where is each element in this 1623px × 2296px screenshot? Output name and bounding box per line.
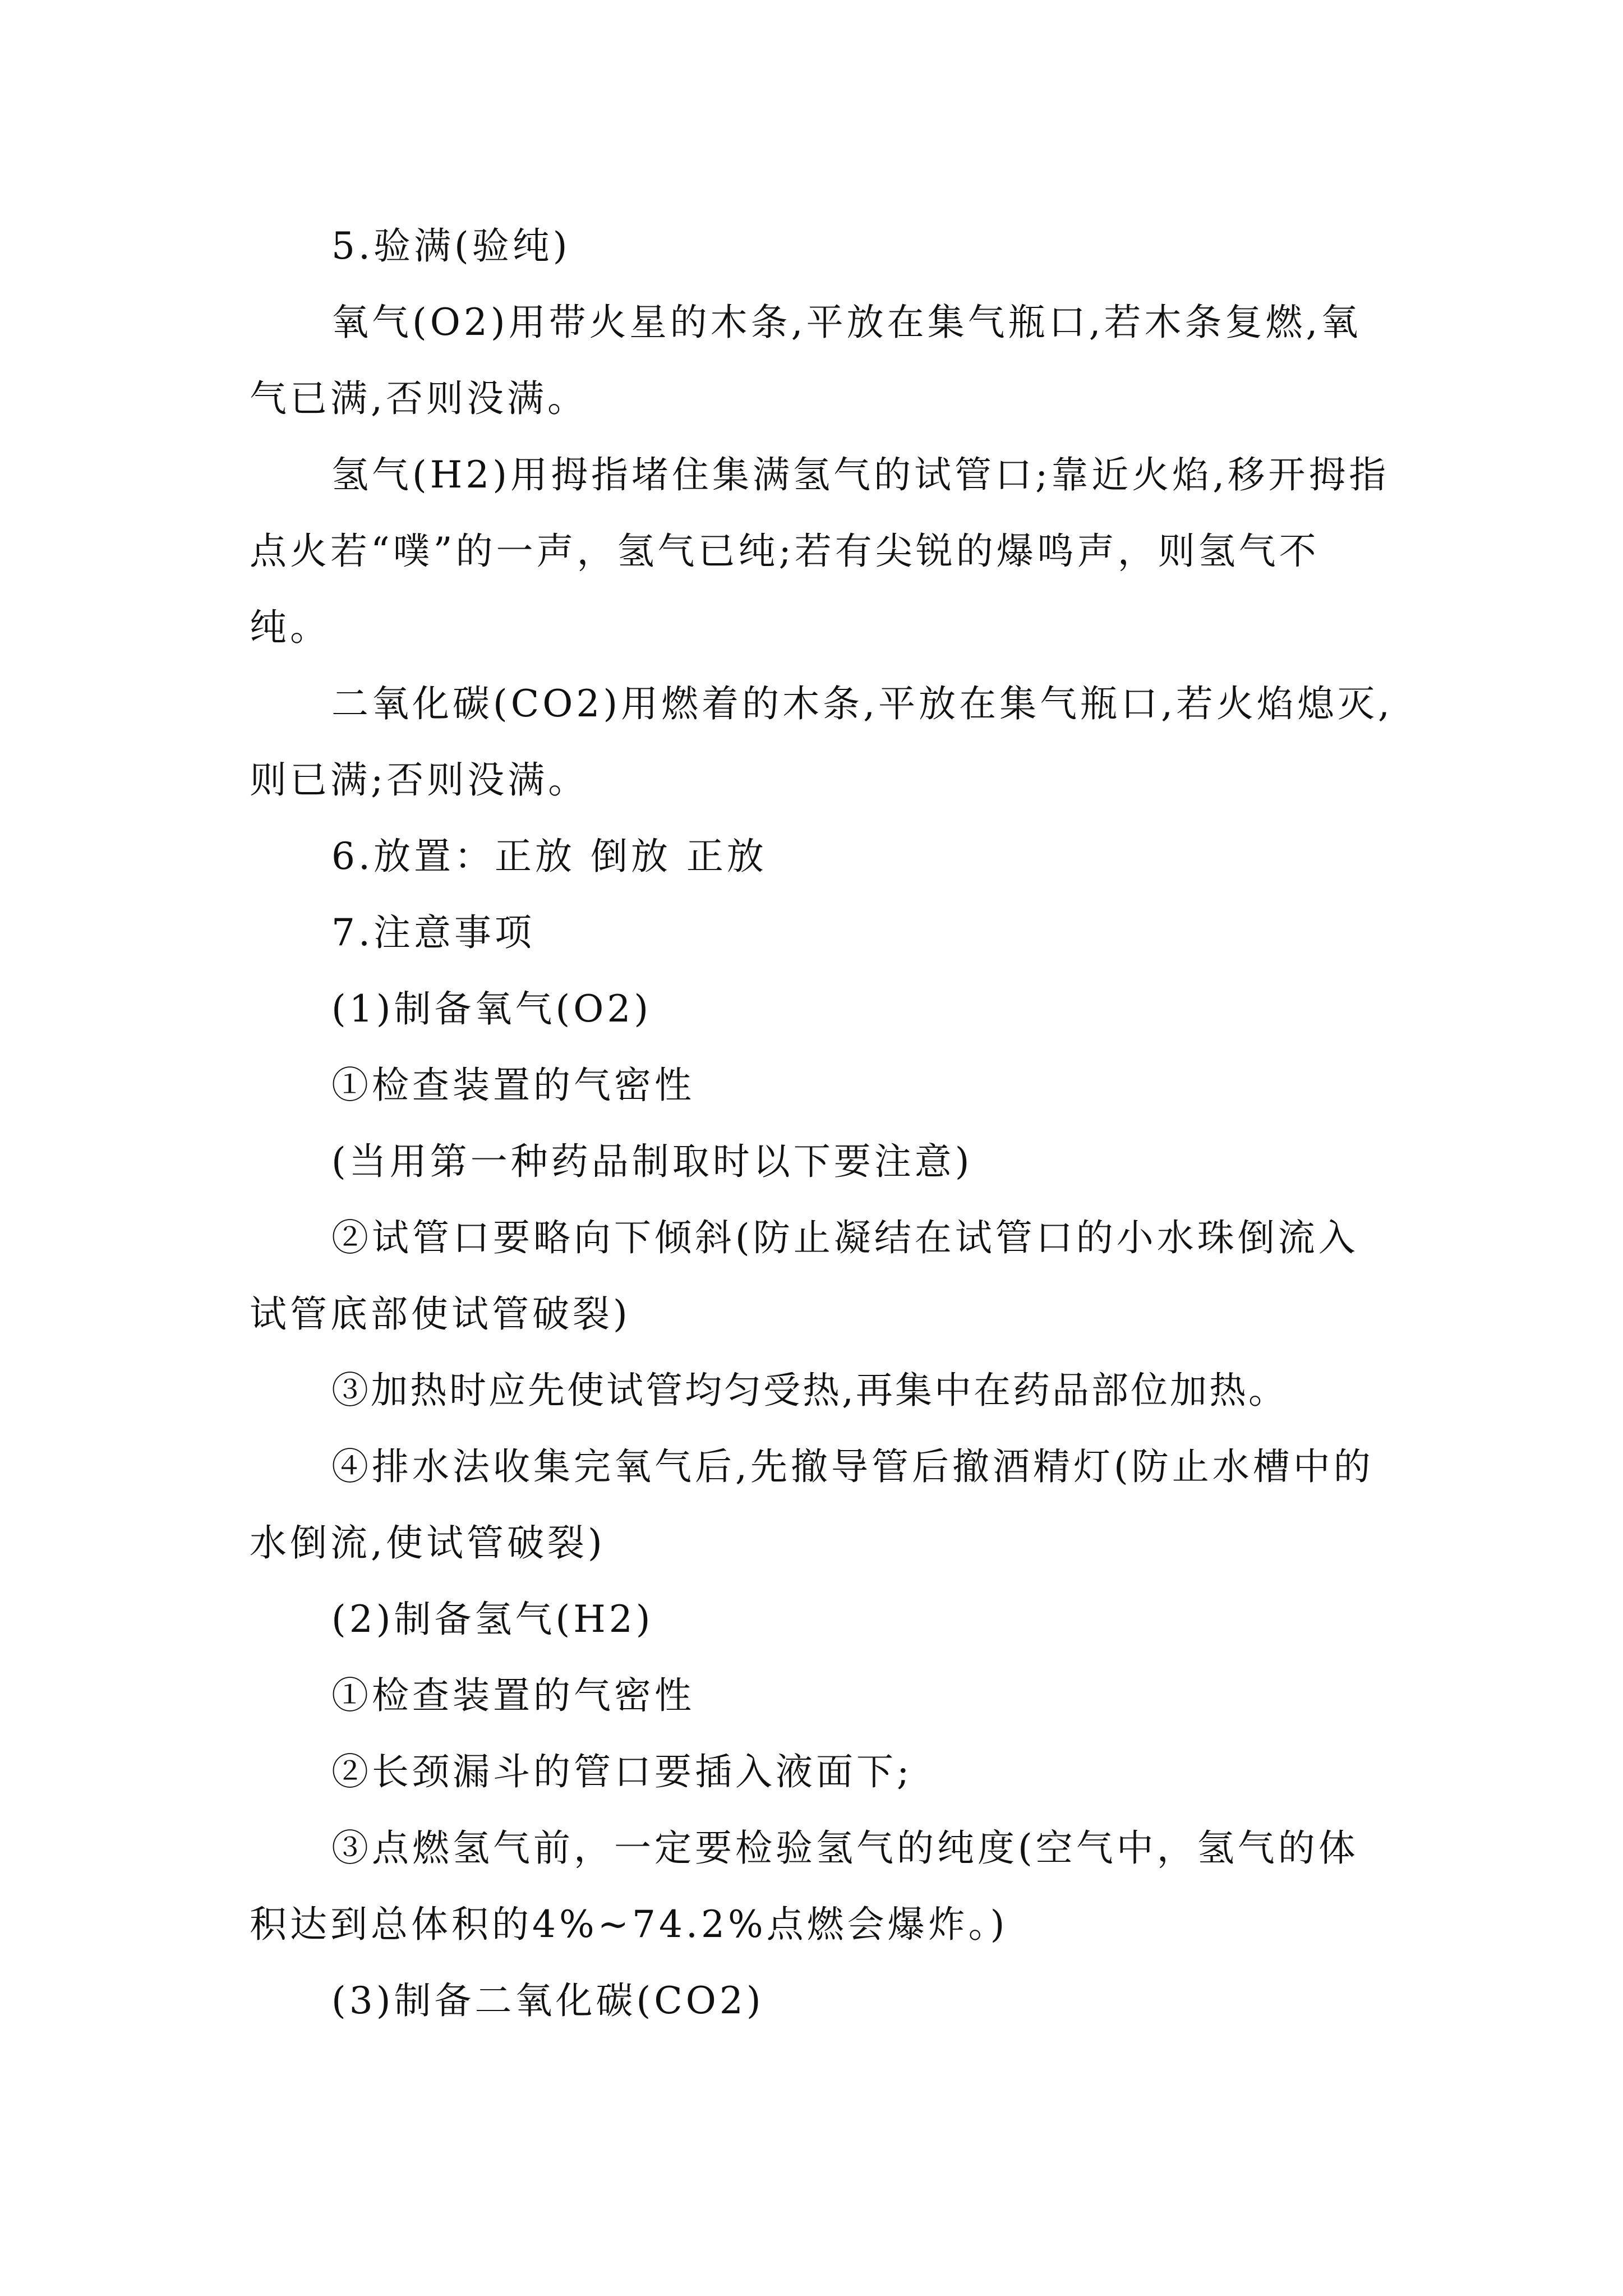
paragraph-co2-test: 二氧化碳(CO2)用燃着的木条,平放在集气瓶口,若火焰熄灭,则已满;否则没满。	[250, 682, 1394, 802]
heading-verify-full: 5.验满(验纯)	[331, 224, 571, 268]
list-item-hydrogen-2: ②长颈漏斗的管口要插入液面下;	[331, 1750, 913, 1793]
paragraph-hydrogen-test: 氢气(H2)用拇指堵住集满氢气的试管口;靠近火焰,移开拇指点火若“噗”的一声，氢气已纯;若有尖锐的爆鸣声，则氢气不纯。	[250, 453, 1390, 649]
subheading-co2-prep: (3)制备二氧化碳(CO2)	[331, 1979, 764, 2022]
paragraph-oxygen-test: 氧气(O2)用带火星的木条,平放在集气瓶口,若木条复燃,氧气已满,否则没满。	[250, 301, 1362, 420]
subheading-hydrogen-prep: (2)制备氢气(H2)	[331, 1598, 654, 1641]
list-item-oxygen-2: ②试管口要略向下倾斜(防止凝结在试管口的小水珠倒流入试管底部使试管破裂)	[250, 1216, 1359, 1336]
list-item-oxygen-3: ③加热时应先使试管均匀受热,再集中在药品部位加热。	[331, 1369, 1288, 1412]
note-oxygen: (当用第一种药品制取时以下要注意)	[331, 1140, 973, 1183]
list-item-hydrogen-1: ①检查装置的气密性	[331, 1674, 695, 1717]
list-item-oxygen-4: ④排水法收集完氧气后,先撤导管后撤酒精灯(防止水槽中的水倒流,使试管破裂)	[250, 1445, 1374, 1565]
document-body	[250, 208, 1394, 2039]
heading-precautions: 7.注意事项	[331, 911, 535, 954]
subheading-oxygen-prep: (1)制备氧气(O2)	[331, 987, 652, 1030]
list-item-hydrogen-3: ③点燃氢气前，一定要检验氢气的纯度(空气中，氢气的体积达到总体积的4%~74.2%点燃会爆炸。)	[250, 1826, 1359, 1946]
heading-placement: 6.放置：正放 倒放 正放	[331, 835, 767, 878]
list-item-oxygen-1: ①检查装置的气密性	[331, 1064, 695, 1107]
